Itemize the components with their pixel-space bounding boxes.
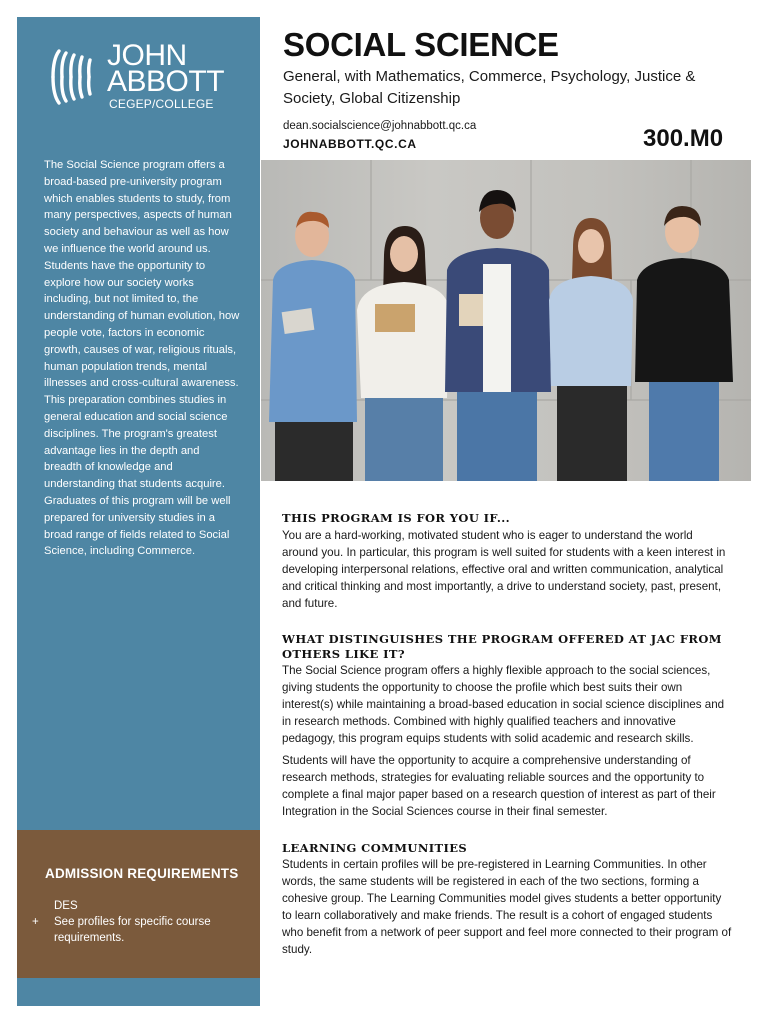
admission-item bbox=[32, 914, 254, 946]
section-paragraph: Students will have the opportunity to acquire a comprehensive understanding of research methods, strategies for evaluating reliable sources and the opportunity to complete a final major paper based on a research question of interest as part of their Integration in the Social Sciences course in their final semester. bbox=[282, 754, 716, 818]
logo-wordmark bbox=[107, 39, 225, 111]
section-paragraph: You are a hard-working, motivated student who is eager to understand the world around you. In particular, this program is well suited for students with a keen interest in developing interpersonal relations, effective oral and written communication, analytical and critical thinking and most importantly, a drive to understand society, past, present, and future. bbox=[282, 529, 726, 610]
logo-line-2: ABBOTT bbox=[107, 65, 225, 98]
logo-subtitle: CEGEP/COLLEGE bbox=[109, 97, 214, 111]
program-code: 300.M0 bbox=[643, 125, 724, 152]
admission-item-prefix: + bbox=[32, 916, 39, 928]
section-heading: WHAT DISTINGUISHES THE PROGRAM OFFERED AT JAC FROM OTHERS LIKE IT? bbox=[282, 632, 722, 661]
page-title: SOCIAL SCIENCE bbox=[283, 26, 559, 63]
admission-item-text: DES bbox=[54, 900, 78, 912]
website-link[interactable]: JOHNABBOTT.QC.CA bbox=[283, 137, 417, 151]
section-heading: LEARNING COMMUNITIES bbox=[282, 841, 468, 855]
program-intro: The Social Science program offers a broad-based pre-university program which enables students to study, from many perspectives, aspects of human society and behaviour as well as how we influence the world around us. Students have the opportunity to explore how our society works including, but not limited to, the understanding of human evolution, how people vote, factors in economic growth, causes of war, religious rituals, human population trends, mental illnesses and cross-cultural awareness. This preparation combines studies in general education and social science disciplines. The program's greatest advantage lies in the depth and breadth of knowledge and understanding that students acquire. Graduates of this program will be well prepared for university studies in a broad range of fields related to Social Science, including Commerce. bbox=[44, 159, 240, 558]
logo-mark-icon bbox=[47, 47, 101, 107]
admission-item bbox=[43, 898, 243, 914]
contact-email[interactable]: dean.socialscience@johnabbott.qc.ca bbox=[283, 120, 477, 132]
admission-item-text: See profiles for specific course requirements. bbox=[54, 916, 211, 944]
college-logo bbox=[47, 39, 247, 123]
page-subtitle: General, with Mathematics, Commerce, Psychology, Justice & Society, Global Citizenship bbox=[283, 68, 696, 107]
students-illustration bbox=[261, 160, 751, 481]
logo-line-1: JOHN bbox=[107, 39, 187, 72]
section-paragraph: Students in certain profiles will be pre-registered in Learning Communities. In other words, the same students will be registered in each of the two sections, forming a cohesive group. The Learning Communities model gives students a better opportunity to learn collaboratively and make friends. The result is a cohort of engaged students who benefit from a network of peer support and feel more connected to their program of study. bbox=[282, 858, 732, 956]
section-heading: THIS PROGRAM IS FOR YOU IF... bbox=[282, 511, 511, 525]
admission-box bbox=[17, 830, 260, 978]
students-photo bbox=[261, 160, 751, 481]
section-paragraph: The Social Science program offers a highly flexible approach to the social sciences, giving students the opportunity to choose the profile which best suits their own interest(s) while maintaining a broad-based education in social science disciplines and in research methods. Combined with highly qualified teachers and innovative pedagogy, this program equips students with solid academic and research skills. bbox=[282, 664, 725, 745]
admission-title: ADMISSION REQUIREMENTS bbox=[45, 866, 239, 881]
